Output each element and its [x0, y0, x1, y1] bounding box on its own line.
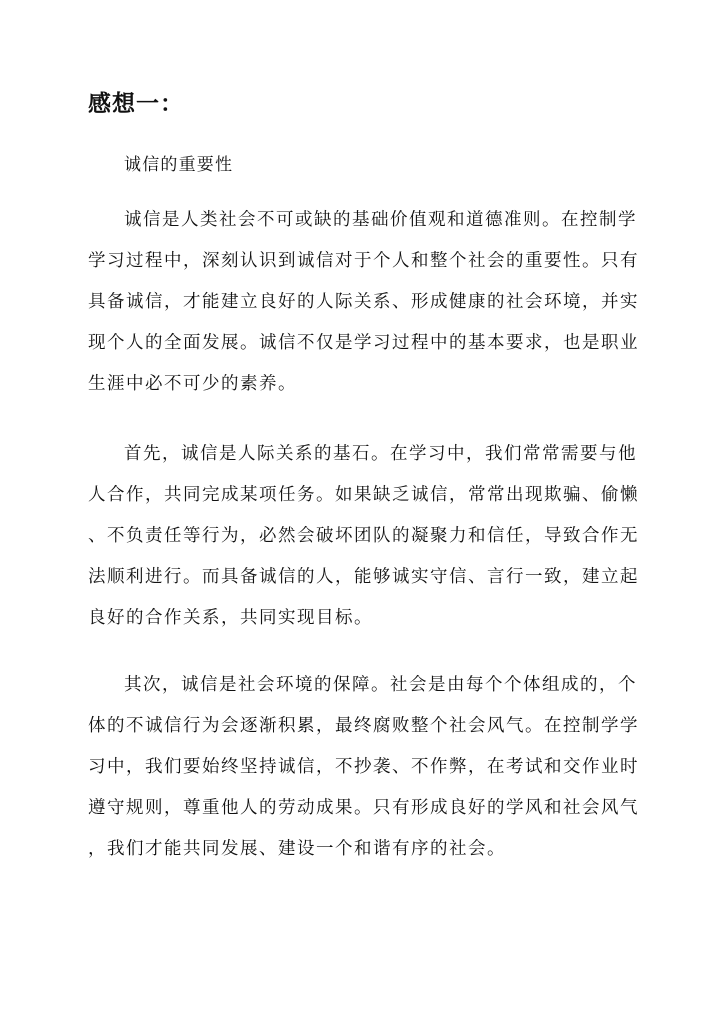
text-line: 学习过程中，深刻认识到诚信对于个人和整个社会的重要性。只有 — [88, 251, 639, 271]
paragraph-social-environment — [88, 665, 638, 870]
text-line: 诚信是人类社会不可或缺的基础价值观和道德准则。在控制学 — [124, 210, 637, 230]
text-line: 现个人的全面发展。诚信不仅是学习过程中的基本要求，也是职业 — [88, 333, 639, 353]
paragraph-integrity-foundation — [88, 200, 638, 405]
text-line: 人合作，共同完成某项任务。如果缺乏诚信，常常出现欺骗、偷懒 — [88, 485, 639, 505]
text-line: 首先，诚信是人际关系的基石。在学习中，我们常常需要与他 — [124, 444, 637, 464]
text-line: 、不负责任等行为，必然会破坏团队的凝聚力和信任，导致合作无 — [88, 526, 639, 546]
section-subtitle: 诚信的重要性 — [124, 155, 234, 175]
text-line: 法顺利进行。而具备诚信的人，能够诚实守信、言行一致，建立起 — [88, 567, 639, 587]
text-line: 具备诚信，才能建立良好的人际关系、形成健康的社会环境，并实 — [88, 292, 639, 312]
text-line: ，我们才能共同发展、建设一个和谐有序的社会。 — [88, 839, 506, 859]
page-title: 感想一： — [88, 91, 184, 117]
text-line: 遵守规则，尊重他人的劳动成果。只有形成良好的学风和社会风气 — [88, 798, 639, 818]
paragraph-interpersonal-relations — [88, 434, 638, 639]
text-line: 生涯中必不可少的素养。 — [88, 374, 297, 394]
text-line: 体的不诚信行为会逐渐积累，最终腐败整个社会风气。在控制学学 — [88, 716, 639, 736]
text-line: 习中，我们要始终坚持诚信，不抄袭、不作弊，在考试和交作业时 — [88, 757, 639, 777]
text-line: 其次，诚信是社会环境的保障。社会是由每个个体组成的，个 — [124, 675, 637, 695]
text-line: 良好的合作关系，共同实现目标。 — [88, 608, 373, 628]
